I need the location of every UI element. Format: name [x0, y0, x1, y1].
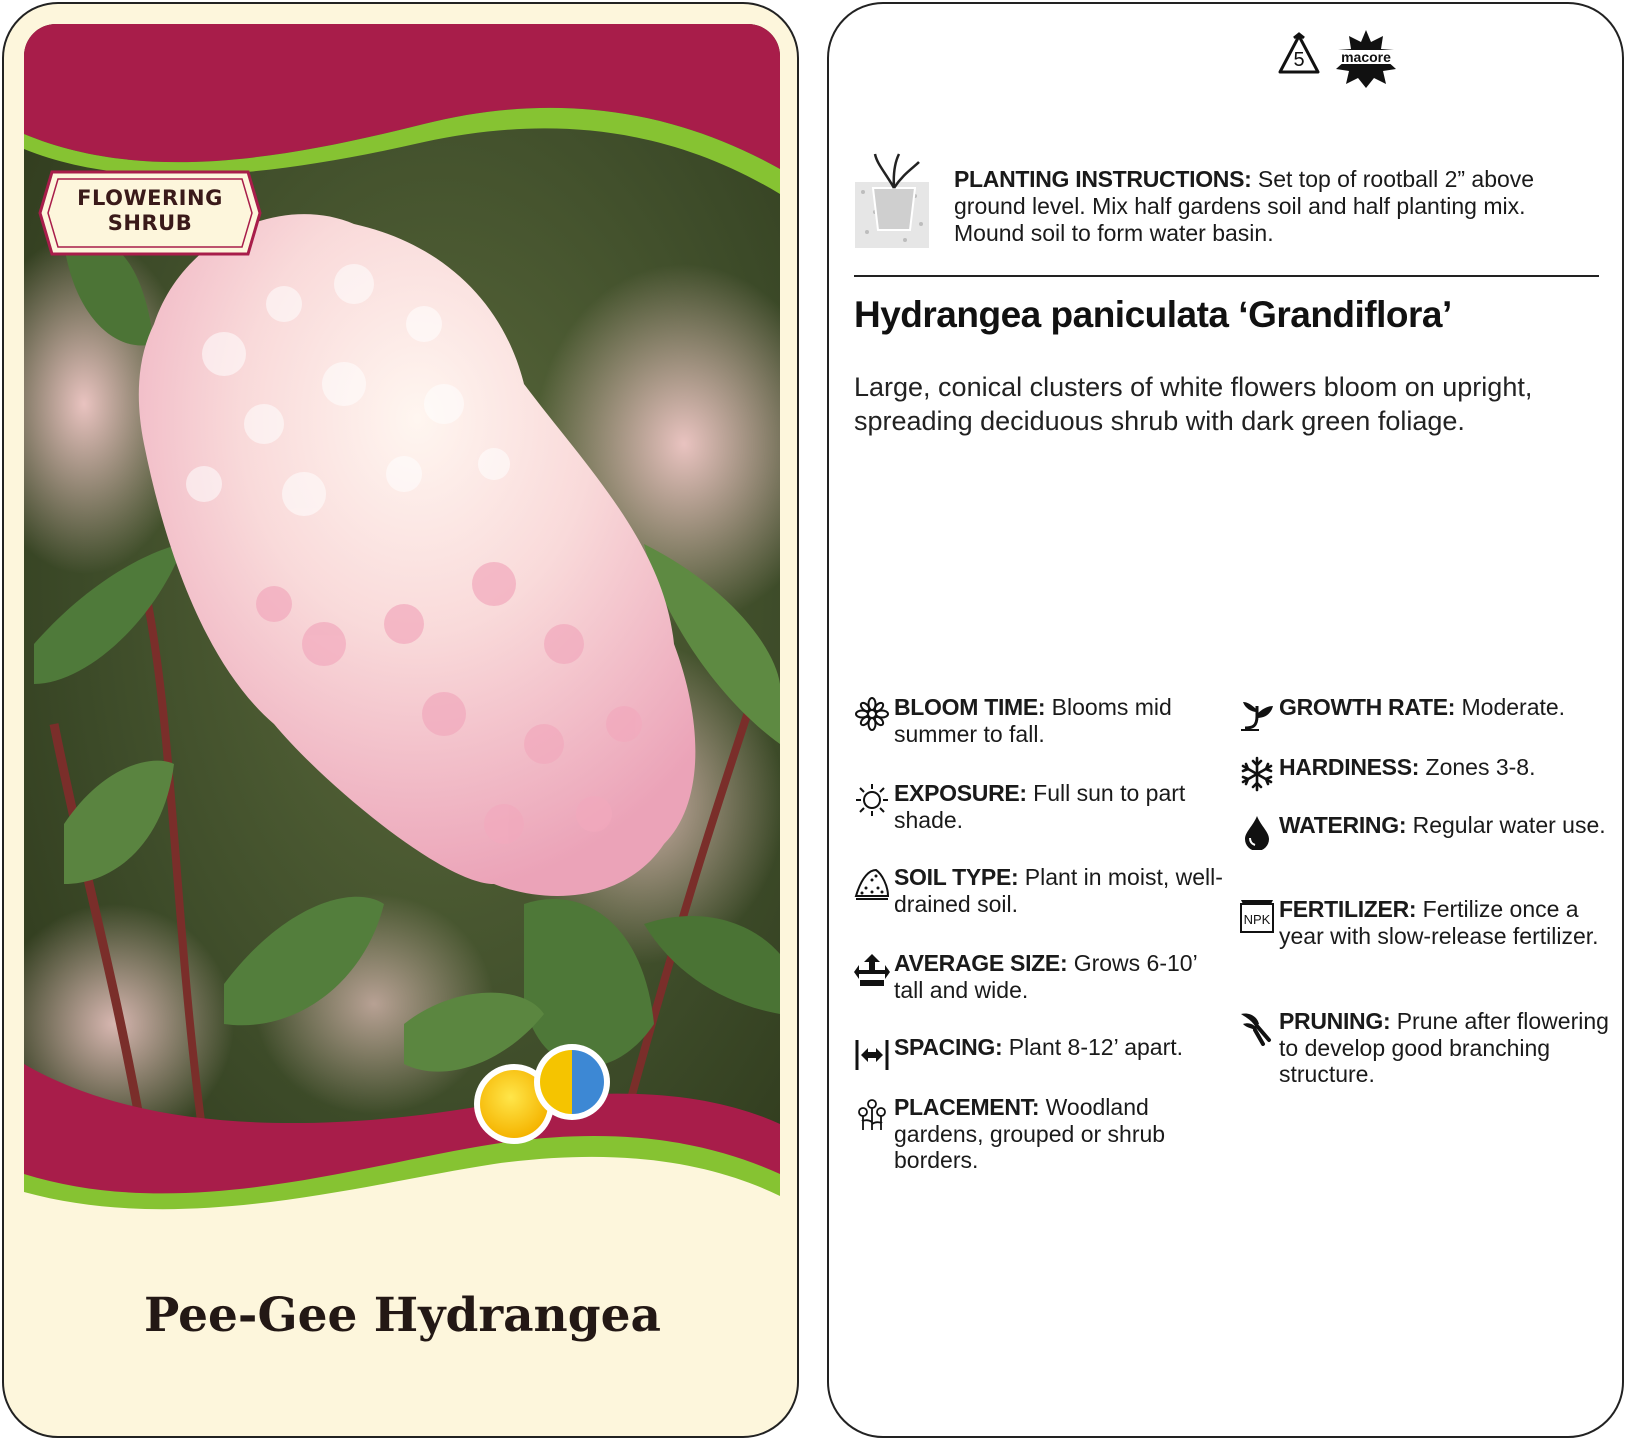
planting-text: Set top of rootball 2” above ground level. Mix half gardens soil and half planting mix. Mound soil to form water basin. [954, 166, 1535, 246]
bloom-text: Blooms mid summer to fall. [894, 694, 1172, 747]
spacing-text: Plant 8-12’ apart. [1002, 1034, 1184, 1060]
hardiness-text: Zones 3-8. [1419, 754, 1536, 780]
flower-icon [854, 696, 890, 732]
planting-label: PLANTING INSTRUCTIONS: [954, 166, 1252, 192]
divider [854, 275, 1599, 277]
watering-text: Regular water use. [1406, 812, 1606, 838]
part-shade-icon [534, 1044, 610, 1120]
spacing-label: SPACING: [894, 1034, 1003, 1060]
planting-icon [855, 152, 929, 250]
exposure-text: Full sun to part shade. [894, 780, 1186, 833]
size-label: AVERAGE SIZE: [894, 950, 1068, 976]
spacing-icon [854, 1036, 890, 1072]
planting-instructions [954, 166, 1584, 247]
placement-icon [854, 1096, 890, 1132]
growth-label: GROWTH RATE: [1279, 694, 1456, 720]
category-tag [38, 170, 262, 256]
pruning-text: Prune after flowering to develop good branching structure. [1279, 1008, 1609, 1087]
macore-logo [1331, 28, 1401, 88]
npk-text: NPK [1243, 912, 1271, 927]
bloom-label: BLOOM TIME: [894, 694, 1046, 720]
recycle-number: 5 [1293, 49, 1305, 71]
water-drop-icon [1239, 814, 1275, 850]
soil-label: SOIL TYPE: [894, 864, 1019, 890]
front-card [2, 2, 799, 1438]
pruning-label: PRUNING: [1279, 1008, 1391, 1034]
soil-icon [854, 866, 890, 902]
common-name: Pee-Gee Hydrangea [144, 1288, 661, 1343]
fertilizer-label: FERTILIZER: [1279, 896, 1417, 922]
size-icon [854, 952, 890, 988]
soil-text: Plant in moist, well-drained soil. [894, 864, 1223, 917]
hardiness-label: HARDINESS: [1279, 754, 1420, 780]
botanical-name: Hydrangea paniculata ‘Grandiflora’ [854, 294, 1452, 335]
sun-icon [854, 782, 890, 818]
category-tag-label: FLOWERING SHRUB [77, 186, 223, 235]
exposure-label: EXPOSURE: [894, 780, 1027, 806]
back-card [827, 2, 1624, 1438]
placement-label: PLACEMENT: [894, 1094, 1040, 1120]
growth-icon [1239, 696, 1275, 732]
growth-text: Moderate. [1455, 694, 1566, 720]
watering-label: WATERING: [1279, 812, 1407, 838]
macore-text: macore [1341, 49, 1391, 65]
npk-icon [1239, 898, 1275, 934]
snowflake-icon [1239, 756, 1275, 792]
plant-description: Large, conical clusters of white flowers bloom on upright, spreading deciduous shrub with dark green foliage. [854, 372, 1533, 436]
fertilizer-text: Fertilize once a year with slow-release fertilizer. [1279, 896, 1599, 949]
recycle-icon [1274, 32, 1324, 84]
pruners-icon [1239, 1010, 1275, 1046]
size-text: Grows 6-10’ tall and wide. [894, 950, 1197, 1003]
placement-text: Woodland gardens, grouped or shrub borders. [894, 1094, 1166, 1173]
